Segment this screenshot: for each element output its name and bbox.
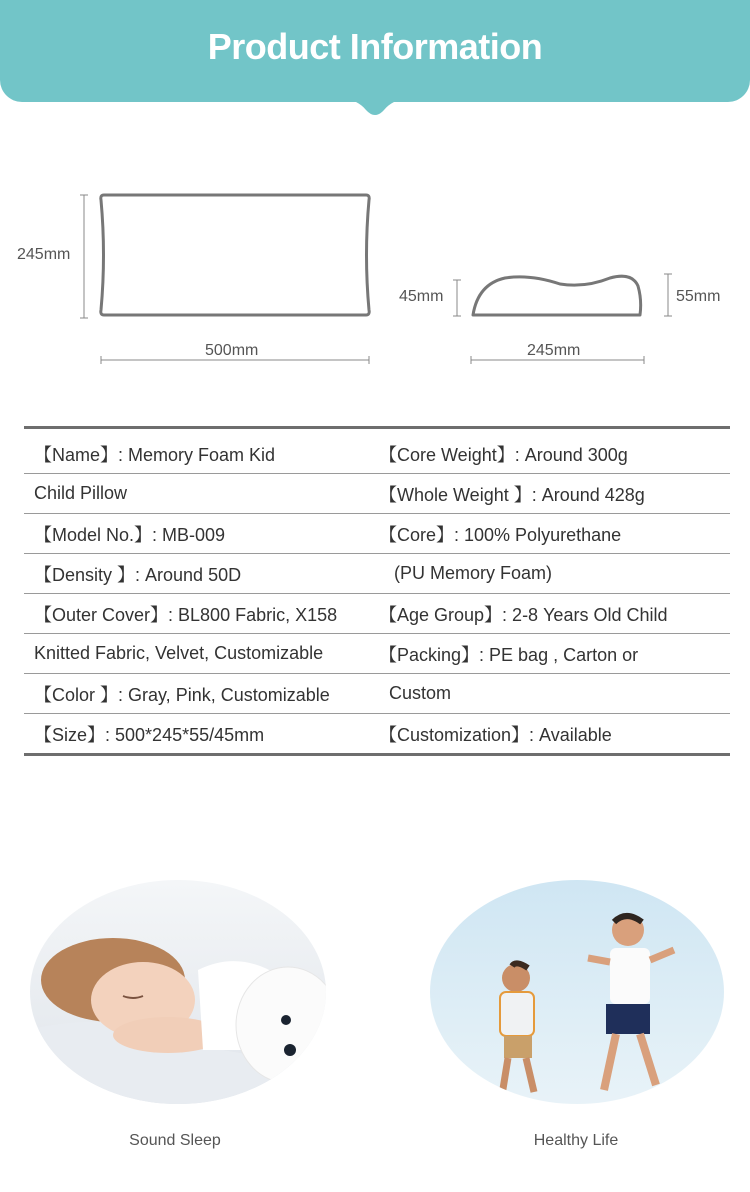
spec-right: 【Age Group】: 2-8 Years Old Child — [379, 604, 668, 625]
spec-left: Knitted Fabric, Velvet, Customizable — [34, 643, 324, 663]
pillow-side-view — [473, 276, 641, 315]
spec-row — [24, 673, 730, 713]
spec-row — [24, 473, 730, 513]
spec-right: 【Customization】: Available — [379, 724, 612, 745]
spec-left: 【Model No.】: MB-009 — [34, 524, 226, 545]
running-children-photo — [428, 880, 726, 1110]
spec-row — [24, 429, 730, 473]
top-height-dimension — [80, 195, 88, 318]
spec-left: 【Color 】: Gray, Pink, Customizable — [34, 684, 330, 705]
top-width-label: 500mm — [205, 342, 259, 359]
spec-right: (PU Memory Foam) — [379, 563, 553, 583]
spec-row — [24, 633, 730, 673]
side-right-height-label: 55mm — [676, 288, 721, 305]
side-right-dimension — [664, 274, 672, 316]
banner-notch — [342, 98, 408, 118]
spec-row — [24, 513, 730, 553]
spec-row — [24, 713, 730, 753]
spec-right: Custom — [379, 683, 452, 703]
spec-right: 【Core Weight】: Around 300g — [379, 445, 628, 465]
spec-right: 【Whole Weight 】: Around 428g — [379, 484, 645, 505]
dimension-diagram — [0, 160, 750, 400]
side-left-dimension — [453, 280, 461, 316]
side-left-height-label: 45mm — [399, 288, 444, 305]
page-title: Product Information — [207, 26, 543, 67]
spec-left: 【Name】: Memory Foam Kid — [34, 445, 276, 465]
spec-right: 【Core】: 100% Polyurethane — [379, 524, 622, 545]
spec-left: Child Pillow — [34, 483, 128, 503]
pillow-top-view — [101, 195, 369, 315]
spec-right: 【Packing】: PE bag , Carton or — [379, 644, 639, 665]
spec-row — [24, 553, 730, 593]
photo-caption-sleep: Sound Sleep — [129, 1132, 221, 1149]
spec-left: 【Density 】: Around 50D — [34, 564, 242, 585]
top-height-label: 245mm — [17, 246, 71, 263]
photo-caption-healthy: Healthy Life — [533, 1132, 619, 1149]
sleeping-child-photo — [28, 880, 328, 1110]
spec-row — [24, 593, 730, 633]
spec-left: 【Outer Cover】: BL800 Fabric, X158 — [34, 604, 338, 625]
spec-left: 【Size】: 500*245*55/45mm — [34, 724, 265, 745]
spec-table — [24, 426, 730, 756]
side-width-label: 245mm — [527, 342, 581, 359]
